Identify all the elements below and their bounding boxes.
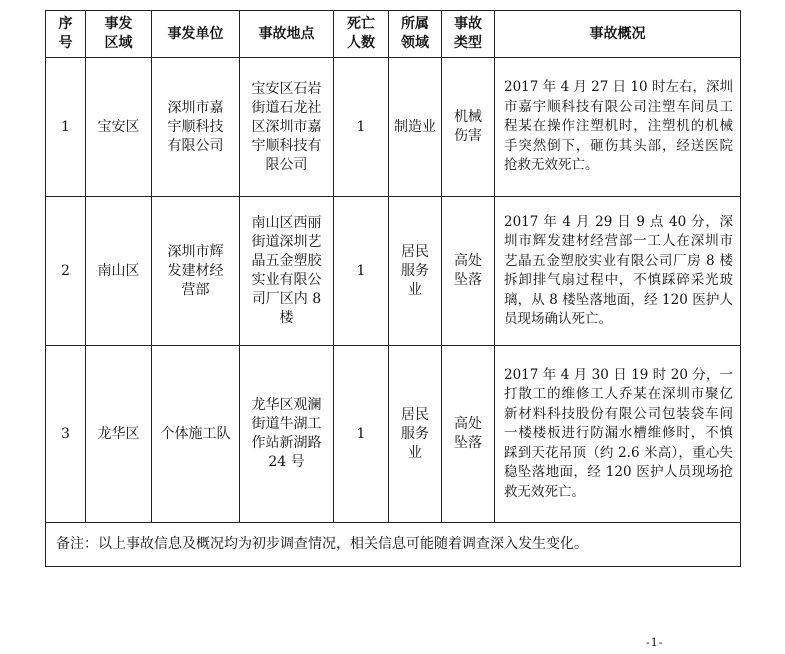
row-deaths: 1: [334, 197, 389, 346]
row-sector: 居民 服务 业: [389, 346, 442, 523]
header-row: [46, 11, 741, 58]
header-location: 事故地点: [240, 11, 334, 58]
row-location: 南山区西丽 街道深圳艺 晶五金塑胶 实业有限公 司厂区内 8 楼: [240, 197, 334, 346]
incident-table: [45, 10, 741, 567]
note-row: [46, 523, 741, 567]
row-sector: 制造业: [389, 58, 442, 197]
table-row: [46, 197, 741, 346]
table-note: 备注：以上事故信息及概况均为初步调查情况，相关信息可能随着调查深入发生变化。: [46, 523, 741, 567]
header-deaths: 死亡 人数: [334, 11, 389, 58]
row-type: 机械 伤害: [442, 58, 495, 197]
row-index: 2: [46, 197, 86, 346]
row-district: 龙华区: [86, 346, 152, 523]
header-index: 序 号: [46, 11, 86, 58]
row-overview: 2017 年 4 月 29 日 9 点 40 分，深圳市辉发建材经营部一工人在深圳市艺晶五金塑胶实业有限公司厂房 8 楼拆卸排气扇过程中，不慎踩碎采光玻璃，从 8 楼坠落地面，经 120 医护人员现场确认死亡。: [495, 197, 741, 346]
row-location: 宝安区石岩 街道石龙社 区深圳市嘉 宇顺科技有 限公司: [240, 58, 334, 197]
row-index: 3: [46, 346, 86, 523]
row-overview: 2017 年 4 月 27 日 10 时左右，深圳市嘉宇顺科技有限公司注塑车间员工程某在操作注塑机时，注塑机的机械手突然倒下，砸伤其头部，经送医院抢救无效死亡。: [495, 58, 741, 197]
header-type: 事故 类型: [442, 11, 495, 58]
row-district: 宝安区: [86, 58, 152, 197]
row-index: 1: [46, 58, 86, 197]
header-overview: 事故概况: [495, 11, 741, 58]
row-location: 龙华区观澜 街道牛湖工 作站新湖路 24 号: [240, 346, 334, 523]
row-type: 高处 坠落: [442, 346, 495, 523]
row-unit: 深圳市嘉 宇顺科技 有限公司: [152, 58, 240, 197]
header-sector: 所属 领域: [389, 11, 442, 58]
table-row: [46, 58, 741, 197]
page-number: -1-: [646, 636, 664, 649]
row-type: 高处 坠落: [442, 197, 495, 346]
row-district: 南山区: [86, 197, 152, 346]
row-deaths: 1: [334, 58, 389, 197]
row-sector: 居民 服务 业: [389, 197, 442, 346]
row-unit: 个体施工队: [152, 346, 240, 523]
row-overview: 2017 年 4 月 30 日 19 时 20 分，一打散工的维修工人乔某在深圳市聚亿新材料科技股份有限公司包装袋车间一楼楼板进行防漏水槽维修时，不慎踩到天花吊顶（约 2.6 米高），重心失稳坠落地面，经 120 医护人员现场抢救无效死亡。: [495, 346, 741, 523]
row-unit: 深圳市辉 发建材经 营部: [152, 197, 240, 346]
table-row: [46, 346, 741, 523]
header-unit: 事发单位: [152, 11, 240, 58]
row-deaths: 1: [334, 346, 389, 523]
header-district: 事发 区域: [86, 11, 152, 58]
